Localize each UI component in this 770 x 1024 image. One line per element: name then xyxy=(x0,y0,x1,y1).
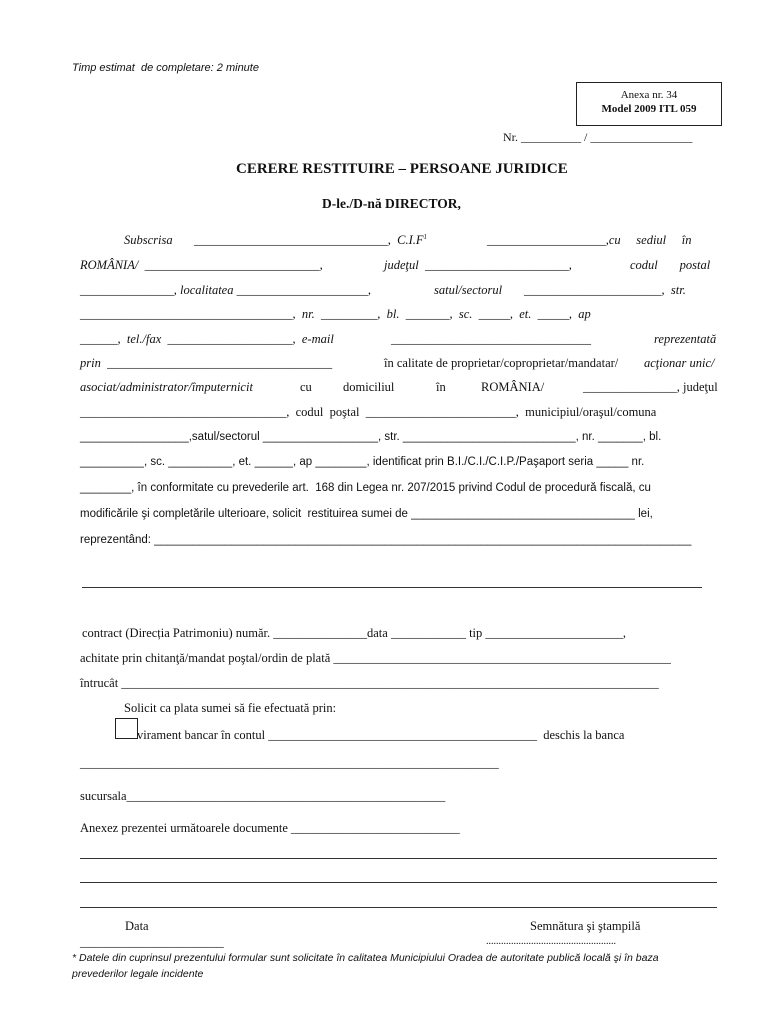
footnote-marker: 1 xyxy=(423,233,428,241)
annex-model: Model 2009 ITL 059 xyxy=(601,103,697,115)
documents-line[interactable] xyxy=(80,882,717,883)
cif-headquarters-field[interactable]: ___________________,cu sediul în xyxy=(487,233,692,247)
rep-postal-city-field[interactable]: _________________________________, codul poştal ________________________, municipiul/oraşul/comuna xyxy=(80,405,657,419)
date-label: Data xyxy=(125,919,149,933)
rep-street-field[interactable]: _________________,satul/sectorul __________________, str. ___________________________, nr. _______, bl. xyxy=(80,431,662,443)
estimated-time-note: Timp estimat de completare: 2 minute xyxy=(72,62,259,74)
blank-line[interactable] xyxy=(82,587,702,588)
footnote-line-2: prevederilor legale incidente xyxy=(72,968,204,980)
with-label: cu xyxy=(300,380,312,394)
registration-number-field[interactable]: Nr. __________ / _________________ xyxy=(503,130,693,144)
rep-county-field[interactable]: _______________, judeţul xyxy=(583,380,718,394)
county-field[interactable]: judeţul _______________________, xyxy=(384,258,572,272)
signature-field[interactable]: .................................................... xyxy=(486,936,616,947)
refund-amount-field[interactable]: modificările şi completările ulterioare, solicit restituirea sumei de ___________________________________ lei, xyxy=(80,508,653,520)
in-label: în xyxy=(436,380,446,394)
bank-account-field[interactable]: virament bancar în contul ___________________________________________ deschis la banca xyxy=(137,728,625,742)
representing-field[interactable]: reprezentând: ____________________________________________________________________________________ xyxy=(80,534,692,546)
form-title: CERERE RESTITUIRE – PERSOANE JURIDICE xyxy=(236,161,568,177)
signature-stamp-label: Semnătura şi ştampilă xyxy=(530,919,641,933)
date-field[interactable]: _______________________ xyxy=(80,935,224,949)
annex-box xyxy=(576,82,722,126)
capacity-label: în calitate de proprietar/coproprietar/mandatar/ xyxy=(384,356,619,370)
represented-label: reprezentată xyxy=(654,332,717,346)
phone-fax-field[interactable]: ______, tel./fax ____________________, e-mail xyxy=(80,332,334,346)
capacity-label-cont: acţionar unic/ xyxy=(644,356,715,370)
legal-basis-text: ________, în conformitate cu prevederile art. 168 din Legea nr. 207/2015 privind Codul de procedură fiscală, cu xyxy=(80,482,651,494)
representative-field[interactable]: prin ____________________________________ xyxy=(80,356,333,370)
domicile-label: domiciliul xyxy=(343,380,395,394)
attached-documents-field[interactable]: Anexez prezentei următoarele documente ___________________________ xyxy=(80,821,460,835)
postal-code-label: codul postal xyxy=(630,258,711,272)
capacity-options: asociat/administrator/împuternicit xyxy=(80,380,253,394)
company-name-cif-field[interactable] xyxy=(194,234,427,247)
reason-field[interactable]: întrucât ______________________________________________________________________________________ xyxy=(80,676,659,690)
rep-id-field[interactable]: __________, sc. __________, et. ______, ap ________, identificat prin B.I./C.I./C.I.P./Paşaport seria _____ nr. xyxy=(80,456,645,468)
payment-method-label: Solicit ca plata sumei să fie efectuată prin: xyxy=(124,701,337,715)
street-field[interactable]: ______________________, str. xyxy=(524,283,686,297)
company-cif-text: _______________________________, C.I.F xyxy=(194,233,424,248)
email-field[interactable]: ________________________________ xyxy=(391,332,591,346)
country-field[interactable]: ROMÂNIA/ ____________________________, xyxy=(80,258,323,272)
addressee: D-le./D-nă DIRECTOR, xyxy=(322,196,461,211)
company-label: Subscrisa xyxy=(124,233,173,247)
documents-line[interactable] xyxy=(80,907,717,908)
receipt-field[interactable]: achitate prin chitanţă/mandat poştal/ordin de plată ______________________________________________________ xyxy=(80,651,671,665)
village-sector-label: satul/sectorul xyxy=(434,283,503,297)
bank-name-field[interactable]: ___________________________________________________________________ xyxy=(80,756,499,770)
branch-field[interactable]: sucursala___________________________________________________ xyxy=(80,789,446,803)
country-label: ROMÂNIA/ xyxy=(481,380,545,394)
contract-field[interactable]: contract (Direcția Patrimoniu) număr. _______________data ____________ tip ______________________, xyxy=(82,626,627,640)
documents-line[interactable] xyxy=(80,858,717,859)
annex-number: Anexa nr. 34 xyxy=(620,89,678,101)
address-number-field[interactable]: __________________________________, nr. _________, bl. _______, sc. _____, et. _____, ap xyxy=(80,307,591,321)
locality-field[interactable]: _______________, localitatea _____________________, xyxy=(80,283,371,297)
bank-transfer-checkbox[interactable] xyxy=(115,718,138,739)
footnote-line-1: * Datele din cuprinsul prezentului formular sunt solicitate în calitatea Municipiului Oradea de autoritate publică locală şi în baza xyxy=(72,952,659,964)
